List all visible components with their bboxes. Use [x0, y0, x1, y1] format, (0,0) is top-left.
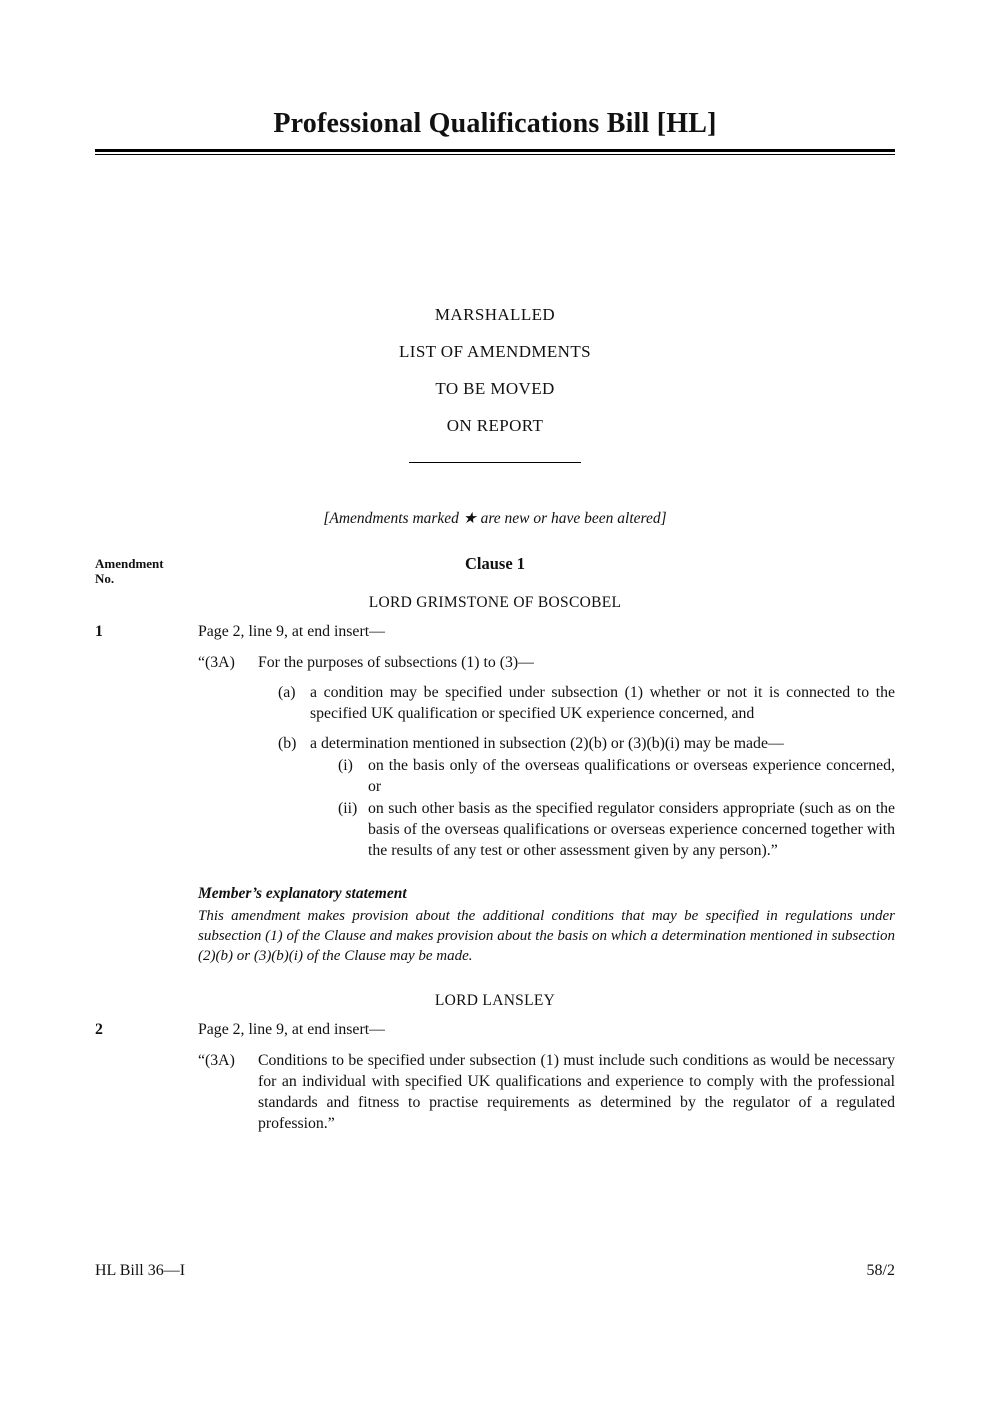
- amendment-body: [198, 621, 895, 861]
- subitem-ii-text: on such other basis as the specified regulator considers appropriate (such as on the basis of the overseas qualifications or overseas experience concerned together with the results of any test or other assessment given by any person).”: [368, 800, 895, 859]
- mover-name-lansley: LORD LANSLEY: [434, 992, 556, 1009]
- amendment-1: [95, 621, 895, 861]
- amendment-body: [198, 1019, 895, 1134]
- provision-text: For the purposes of subsections (1) to (3)—: [258, 654, 534, 671]
- amendment-no-header-line-2: No.: [95, 571, 115, 586]
- item-b-text: a determination mentioned in subsection (2)(b) or (3)(b)(i) may be made—: [310, 735, 784, 752]
- item-b-label: (b): [278, 735, 297, 752]
- amendment-number: 2: [95, 1021, 103, 1038]
- provision-item-a: [198, 682, 895, 724]
- amendment-instruction: Page 2, line 9, at end insert—: [198, 1021, 385, 1038]
- page-footer: [95, 1262, 895, 1280]
- provision-label: “(3A): [198, 1052, 235, 1069]
- clause-heading: Clause 1: [464, 554, 526, 573]
- footer-session-number: 58/2: [866, 1262, 895, 1279]
- document-content: [0, 108, 991, 1134]
- provision-text: Conditions to be specified under subsection (1) must include such conditions as would be necessary for an individual with specified UK qualifications and experience to comply with the professional standards and fitness to practise requirements as determined by the regulator of a regulated profession.”: [258, 1052, 895, 1132]
- marshalled-line-1: MARSHALLED: [434, 305, 556, 324]
- mover-name-grimstone: LORD GRIMSTONE OF BOSCOBEL: [368, 594, 622, 611]
- provision-subitem-ii: [198, 798, 895, 861]
- section-divider: [409, 462, 581, 463]
- subitem-i-text: on the basis only of the overseas qualifications or overseas experience concerned, or: [368, 757, 895, 795]
- provision-subitem-i: [198, 755, 895, 797]
- marshalled-line-2: LIST OF AMENDMENTS: [398, 342, 592, 361]
- title-rule: [95, 149, 895, 155]
- amendment-number: 1: [95, 623, 103, 640]
- subitem-i-label: (i): [338, 757, 353, 774]
- amendments-note: [Amendments marked ★ are new or have been altered]: [323, 510, 667, 527]
- amendment-2: [95, 1019, 895, 1134]
- explanatory-statement-text: This amendment makes provision about the additional conditions that may be specified in regulations under subsection (1) of the Clause and makes provision about the basis on which a determination mentioned in subsection (2)(b) or (3)(b)(i) of the Clause may be made.: [198, 908, 895, 964]
- bill-title: Professional Qualifications Bill [HL]: [273, 108, 717, 139]
- provision-opening: [198, 652, 895, 673]
- marshalled-line-4: ON REPORT: [446, 416, 544, 435]
- provision-opening: [198, 1050, 895, 1134]
- amendment-instruction: Page 2, line 9, at end insert—: [198, 623, 385, 640]
- amendment-no-column-header: [95, 556, 164, 586]
- explanatory-statement: [198, 885, 895, 966]
- provision-item-b: [198, 733, 895, 754]
- footer-bill-number: HL Bill 36—I: [95, 1262, 186, 1279]
- subitem-ii-label: (ii): [338, 800, 358, 817]
- item-a-text: a condition may be specified under subsection (1) whether or not it is connected to the specified UK qualification or specified UK experience concerned, and: [310, 684, 895, 722]
- amendment-header-row: [95, 554, 895, 588]
- amendment-no-header-line-1: Amendment: [95, 556, 164, 571]
- explanatory-statement-heading: Member’s explanatory statement: [198, 885, 407, 902]
- marshalled-line-3: TO BE MOVED: [435, 379, 555, 398]
- provision-label: “(3A): [198, 654, 235, 671]
- marshalled-heading-block: [95, 305, 895, 436]
- item-a-label: (a): [278, 684, 296, 701]
